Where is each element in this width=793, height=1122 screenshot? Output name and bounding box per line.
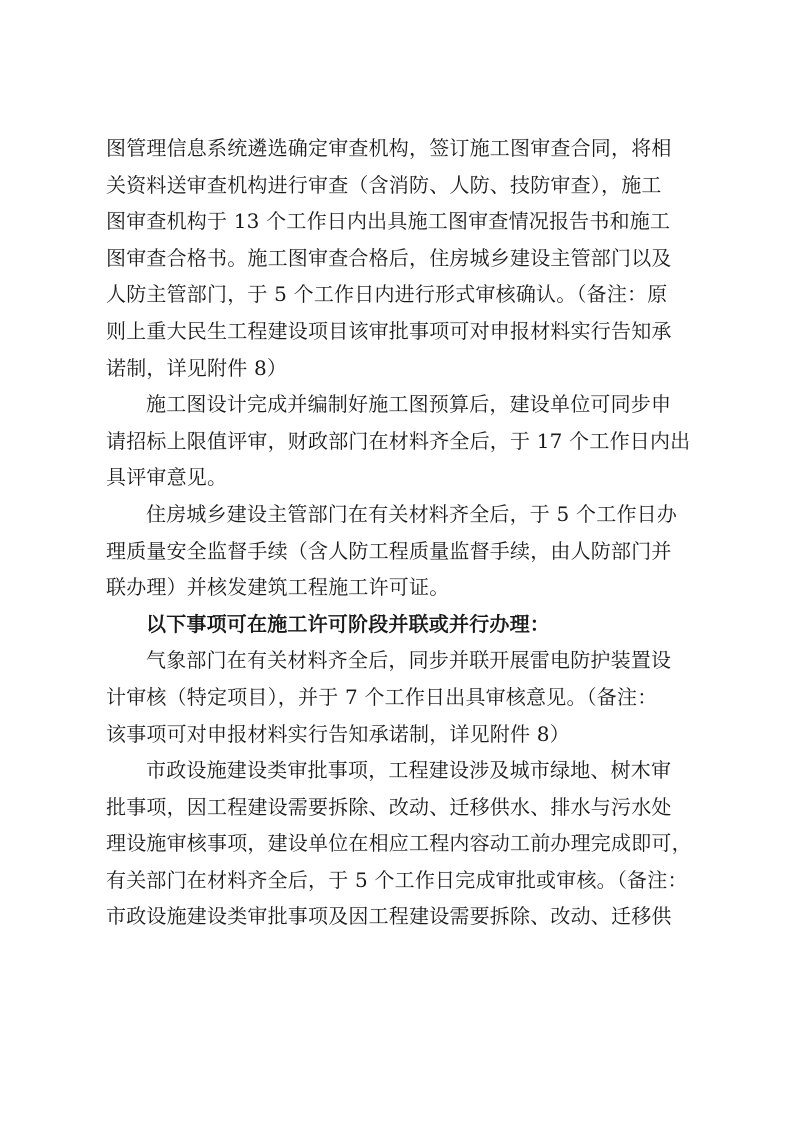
text-line: 批事项，因工程建设需要拆除、改动、迁移供水、排水与污水处 <box>106 794 672 819</box>
text-line: 图管理信息系统遴选确定审查机构，签订施工图审查合同，将相 <box>106 136 672 160</box>
text-line: 施工图设计完成并编制好施工图预算后，建设单位可同步申 <box>146 392 672 417</box>
text-line: 联办理）并核发建筑工程施工许可证。 <box>106 575 450 600</box>
text-line: 图审查合格书。施工图审查合格后，住房城乡建设主管部门以及 <box>106 245 672 270</box>
document-body <box>106 130 692 935</box>
text-line: 该事项可对申报材料实行告知承诺制，详见附件 8） <box>106 721 570 746</box>
text-line: 诺制，详见附件 8） <box>106 355 288 380</box>
paragraph-construction-drawing-review <box>106 130 688 386</box>
paragraph-quality-safety-permit <box>106 496 688 606</box>
paragraph-lightning-protection-review <box>106 642 688 752</box>
text-line: 理质量安全监督手续（含人防工程质量监督手续，由人防部门并 <box>106 538 672 563</box>
text-line: 具评审意见。 <box>106 465 228 490</box>
text-line: 关资料送审查机构进行审查（含消防、人防、技防审查），施工 <box>106 172 662 197</box>
paragraph-municipal-facilities-approval <box>106 752 692 935</box>
text-line: 请招标上限值评审，财政部门在材料齐全后，于 17 个工作日内出 <box>106 428 691 453</box>
text-line: 有关部门在材料齐全后，于 5 个工作日完成审批或审核。（备注： <box>106 867 688 892</box>
section-heading-parallel-items <box>106 606 688 643</box>
text-line: 市政设施建设类审批事项及因工程建设需要拆除、改动、迁移供 <box>106 904 672 929</box>
text-line: 理设施审核事项，建设单位在相应工程内容动工前办理完成即可， <box>106 831 692 856</box>
text-line: 计审核（特定项目），并于 7 个工作日出具审核意见。（备注： <box>106 684 658 709</box>
text-line: 气象部门在有关材料齐全后，同步并联开展雷电防护装置设 <box>146 648 672 673</box>
text-line: 以下事项可在施工许可阶段并联或并行办理： <box>146 611 550 636</box>
text-line: 市政设施建设类审批事项，工程建设涉及城市绿地、树木审 <box>146 758 672 783</box>
paragraph-tender-ceiling-review <box>106 386 691 496</box>
text-line: 住房城乡建设主管部门在有关材料齐全后，于 5 个工作日办 <box>146 501 678 526</box>
text-line: 则上重大民生工程建设项目该审批事项可对申报材料实行告知承 <box>106 318 672 343</box>
text-line: 人防主管部门，于 5 个工作日内进行形式审核确认。（备注：原 <box>106 282 668 307</box>
text-line: 图审查机构于 13 个工作日内出具施工图审查情况报告书和施工 <box>106 209 671 234</box>
